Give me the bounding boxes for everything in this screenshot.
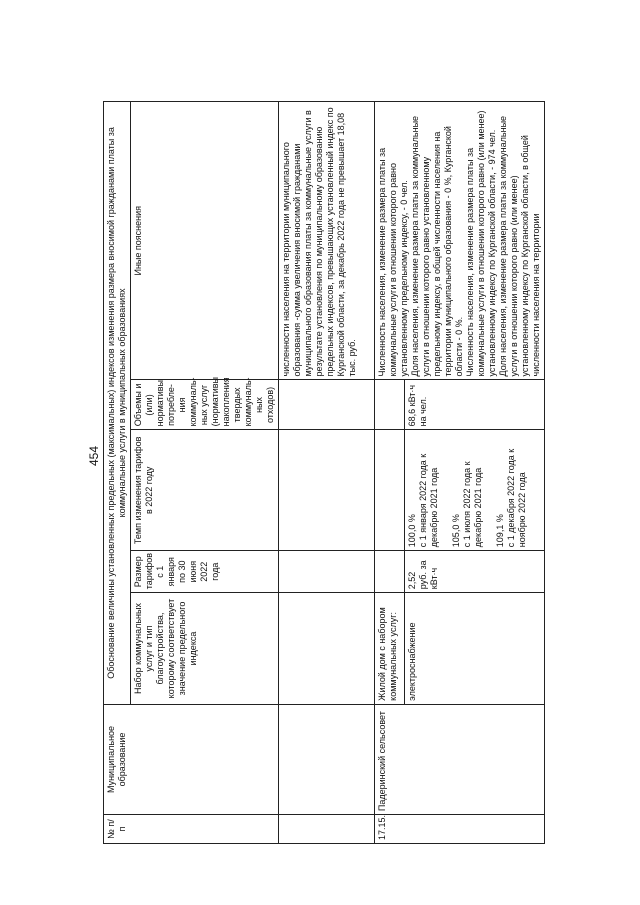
header-tariff-rate: Темп изменения тарифов в 2022 году <box>131 430 279 551</box>
header-row-1 <box>104 102 131 844</box>
page-number: 454 <box>87 445 101 467</box>
cell-empty <box>279 380 375 430</box>
sub-row-tariff-rate: 100,0 % с 1 января 2022 года к декабрю 2021 года 105,0 % с 1 июля 2022 года к декабрю 2021 года 109,1 % с 1 декабря 2022 года к ноябрю 2022 года <box>405 430 545 551</box>
row-municipality: Падеринский сельсовет <box>375 704 545 814</box>
cell-empty <box>279 430 375 551</box>
sub-row-tariff-size: 2,52 руб. за кВт·ч <box>405 551 545 593</box>
header-tariff-size: Размер тарифов с 1 января по 30 июня 2022 года <box>131 551 279 593</box>
cell-empty <box>279 704 375 814</box>
header-set-of-services: Набор коммунальных услуг и тип благоустройства, которому соответствует значение предельного индекса <box>131 593 279 705</box>
cell-empty <box>375 551 405 593</box>
header-justification: Обоснование величины установленных предельных (максимальных) индексов изменения размера вносимой гражданами платы за коммунальные услуги в муниципальных образованиях <box>104 102 131 705</box>
justification-table <box>103 101 545 844</box>
cell-empty <box>279 815 375 844</box>
continuation-row <box>279 102 375 844</box>
row-other-notes: Численность населения, изменение размера платы за коммунальные услуги в отношении которого равно установленному предельному индексу, - 0 чел. Доля населения, изменение размера платы за коммунальные услуги в отношении которого равно установленному предельному индексу, в общей численности населения на территории муниципального образования - 0 %, Курганской области - 0 %. Численность населения, изменение размера платы за коммунальные услуги в отношении которого равно (или менее) установленному индексу по Курганской области, - 974 чел. Доля населения, изменение размера платы за коммунальные услуги в отношении которого равно (или менее) установленному индексу по Курганской области, в общей численности населения на территории <box>375 102 545 381</box>
rotated-table-container <box>103 101 608 844</box>
sub-row-set-of-services: электроснабжение <box>405 593 545 705</box>
sub-row-volumes: 68,6 кВт·ч на чел. <box>405 380 545 430</box>
header-other-notes: Иные пояснения <box>131 102 279 381</box>
cell-empty <box>279 593 375 705</box>
row-set-of-services: Жилой дом с набором коммунальных услуг: <box>375 593 405 705</box>
header-volumes: Объемы и (или) нормативы потребле-ния коммуналь-ных услуг (нормативы накопления твердых коммуналь-ных отходов) <box>131 380 279 430</box>
cell-empty <box>279 551 375 593</box>
cell-empty <box>375 430 405 551</box>
cell-empty <box>375 380 405 430</box>
continuation-note: численности населения на территории муниципального образования -сумма увеличения вносимой гражданами муниципального образования платы за коммунальные услуги в результате установления по муниципальному образованию предельных индексов, превышающих установленный индекс по Курганской области, за декабрь 2022 года не превышает 18,08 тыс. руб. <box>279 102 375 381</box>
header-num: № п/п <box>104 815 279 844</box>
header-municipality: Муниципальное образование <box>104 704 279 814</box>
table-row <box>375 102 405 844</box>
row-number: 17.15. <box>375 815 545 844</box>
